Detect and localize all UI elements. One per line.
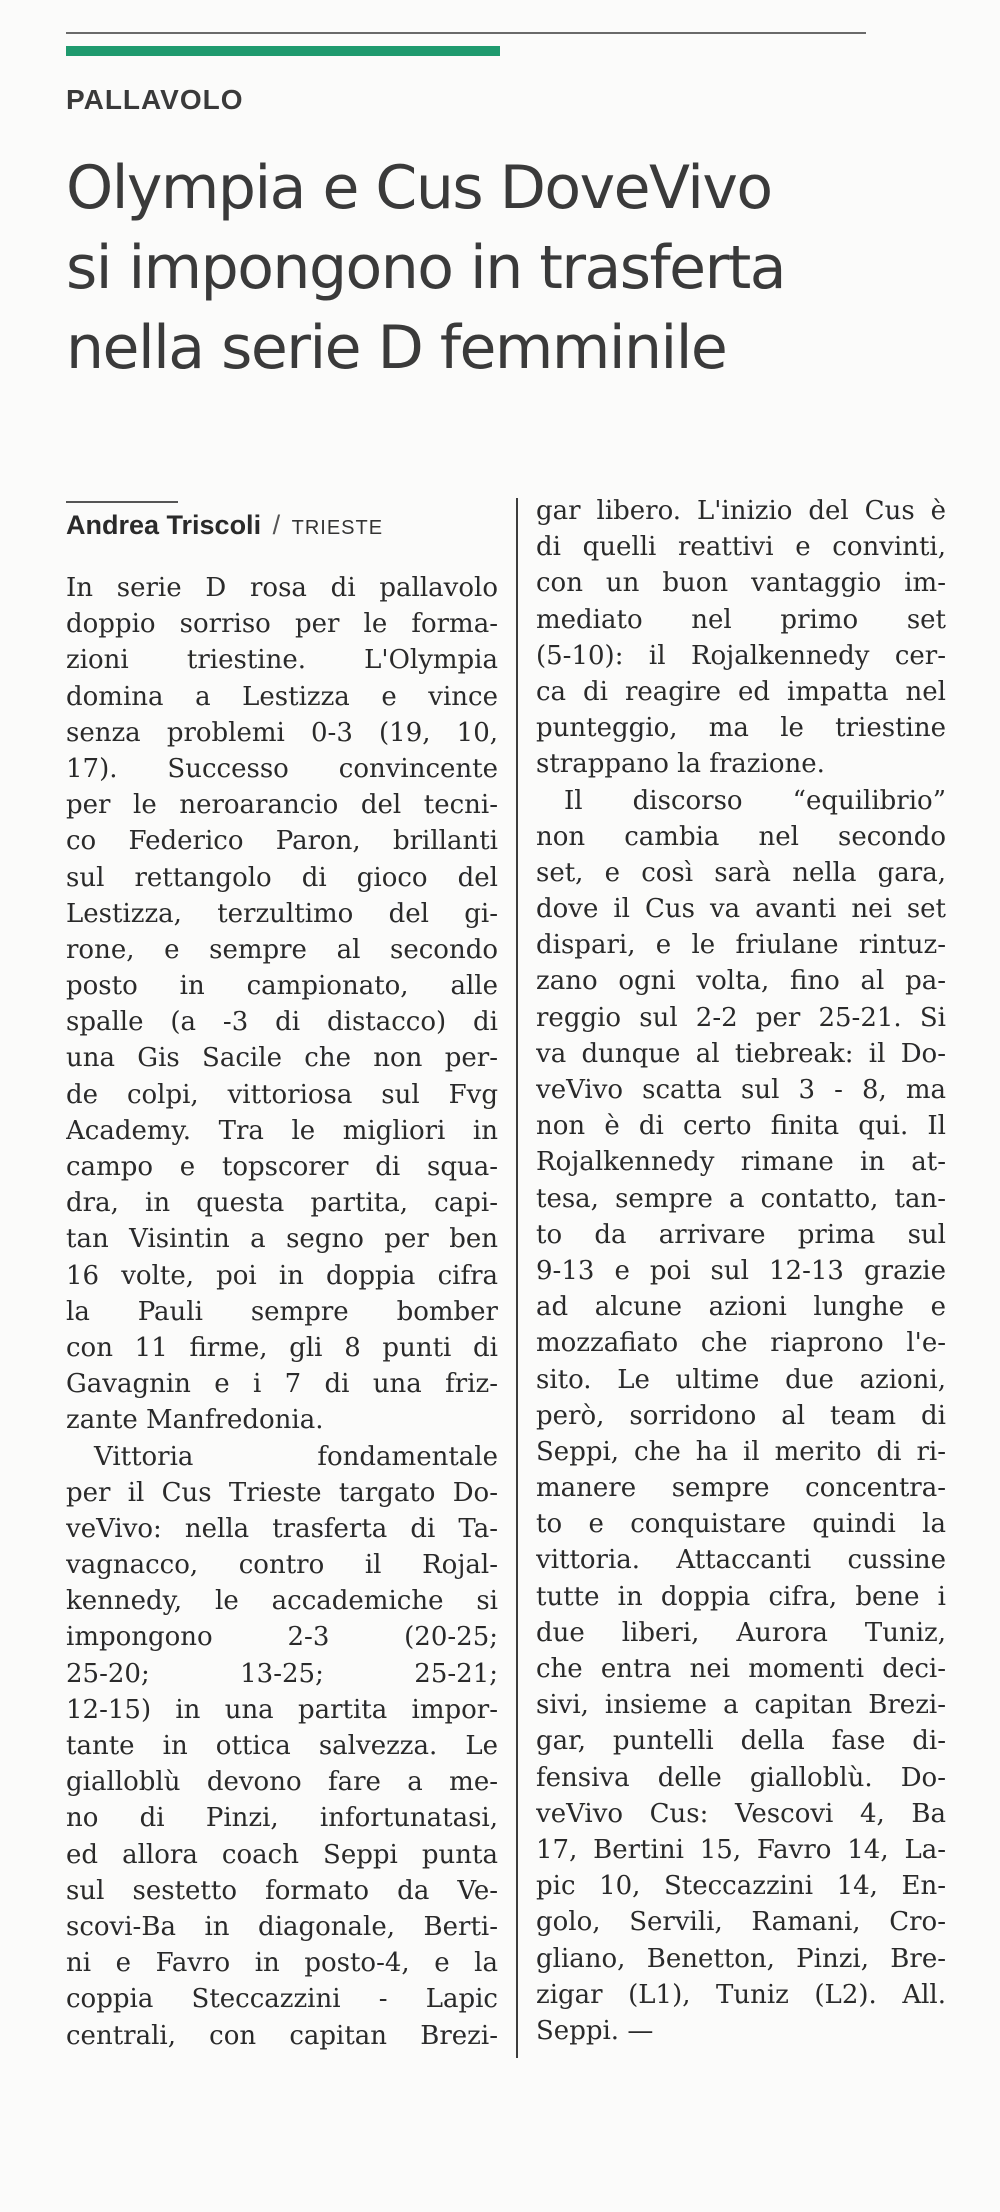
text-line: tesa, sempre a contatto, tan- xyxy=(536,1183,946,1214)
text-line: Lestizza, terzultimo del gi- xyxy=(66,898,498,929)
text-line: con 11 firme, gli 8 punti di xyxy=(66,1332,498,1363)
text-line: 12-15) in una partita impor- xyxy=(66,1694,498,1725)
text-line: domina a Lestizza e vince xyxy=(66,681,498,712)
text-line: scovi-Ba in diagonale, Berti- xyxy=(66,1911,498,1942)
text-line: Rojalkennedy rimane in at- xyxy=(536,1147,946,1178)
text-line: sul sestetto formato da Ve- xyxy=(66,1875,498,1906)
text-line: ni e Favro in posto-4, e la xyxy=(66,1948,498,1979)
text-line: ca di reagire ed impatta nel xyxy=(536,676,946,707)
text-line: gialloblù devono fare a me- xyxy=(66,1767,498,1798)
text-line: gar libero. L'inizio del Cus è xyxy=(536,496,946,526)
headline-line: nella serie D femminile xyxy=(66,313,727,383)
text-line: per le neroarancio del tecni- xyxy=(66,790,498,821)
byline-location: TRIESTE xyxy=(291,517,384,539)
top-rule xyxy=(66,32,866,34)
text-line: tan Visintin a segno per ben xyxy=(66,1224,498,1255)
text-line: centrali, con capitan Brezi- xyxy=(66,2020,498,2051)
text-line: mediato nel primo set xyxy=(536,604,946,635)
text-line: Seppi. — xyxy=(536,2015,654,2046)
text-line: 16 volte, poi in doppia cifra xyxy=(66,1260,498,1291)
headline xyxy=(66,148,946,388)
text-line: la Pauli sempre bomber xyxy=(66,1296,498,1327)
text-line: 17, Bertini 15, Favro 14, La- xyxy=(536,1834,946,1865)
text-line: strappano la frazione. xyxy=(536,749,825,780)
text-line: due liberi, Aurora Tuniz, xyxy=(536,1617,946,1648)
text-line: Vittoria fondamentale xyxy=(94,1441,498,1472)
text-line: fensiva delle gialloblù. Do- xyxy=(536,1762,946,1793)
text-line: veVivo Cus: Vescovi 4, Ba xyxy=(536,1798,946,1829)
section-label: PALLAVOLO xyxy=(66,84,244,115)
text-line: ed allora coach Seppi punta xyxy=(66,1839,498,1870)
text-line: non cambia nel secondo xyxy=(536,821,946,852)
text-line: mozzafiato che riaprono l'e- xyxy=(536,1328,946,1359)
headline-line: si impongono in trasferta xyxy=(66,233,786,303)
text-line: Il discorso “equilibrio” xyxy=(564,785,946,816)
text-line: impongono 2-3 (20-25; xyxy=(66,1622,498,1653)
text-line: per il Cus Trieste targato Do- xyxy=(66,1477,498,1508)
text-line: manere sempre concentra- xyxy=(536,1473,946,1504)
text-line: 9-13 e poi sul 12-13 grazie xyxy=(536,1255,946,1286)
text-line: va dunque al tiebreak: il Do- xyxy=(536,1038,946,1069)
section-accent-bar xyxy=(66,46,500,56)
text-line: set, e così sarà nella gara, xyxy=(536,857,946,888)
text-line: posto in campionato, alle xyxy=(66,971,498,1002)
text-line: dove il Cus va avanti nei set xyxy=(536,894,946,925)
text-line: senza problemi 0-3 (19, 10, xyxy=(66,717,498,748)
text-line: tante in ottica salvezza. Le xyxy=(66,1731,498,1761)
text-line: sul rettangolo di gioco del xyxy=(66,862,498,893)
text-line: sito. Le ultime due azioni, xyxy=(536,1364,946,1395)
text-line: golo, Servili, Ramani, Cro- xyxy=(536,1907,946,1938)
text-line: doppio sorriso per le forma- xyxy=(66,609,498,640)
article-column-right xyxy=(536,493,946,2049)
text-line: con un buon vantaggio im- xyxy=(536,568,946,599)
text-line: veVivo: nella trasferta di Ta- xyxy=(66,1513,498,1544)
text-line: dra, in questa partita, capi- xyxy=(66,1188,498,1219)
text-line: campo e topscorer di squa- xyxy=(66,1152,498,1182)
text-line: kennedy, le accademiche si xyxy=(66,1586,498,1617)
article-column-left xyxy=(66,570,498,2054)
text-line: Academy. Tra le migliori in xyxy=(66,1115,498,1146)
text-line: veVivo scatta sul 3 - 8, ma xyxy=(536,1075,946,1105)
text-line: zano ogni volta, fino al pa- xyxy=(536,966,946,997)
text-line: coppia Steccazzini - Lapic xyxy=(66,1984,498,2015)
text-line: to e conquistare quindi la xyxy=(536,1509,946,1540)
text-line: 17). Successo convincente xyxy=(66,753,498,784)
text-line: Gavagnin e i 7 di una friz- xyxy=(66,1369,498,1400)
text-line: In serie D rosa di pallavolo xyxy=(66,573,498,603)
text-line: che entra nei momenti deci- xyxy=(536,1654,946,1684)
text-line: gliano, Benetton, Pinzi, Bre- xyxy=(536,1943,946,1974)
text-line: spalle (a -3 di distacco) di xyxy=(66,1007,498,1038)
text-line: 25-20; 13-25; 25-21; xyxy=(66,1658,498,1689)
text-line: sivi, insieme a capitan Brezi- xyxy=(536,1690,946,1721)
text-line: non è di certo finita qui. Il xyxy=(536,1111,946,1142)
byline-rule xyxy=(66,501,178,503)
author-name: Andrea Triscoli xyxy=(66,510,262,540)
text-line: pic 10, Steccazzini 14, En- xyxy=(536,1871,946,1902)
column-divider xyxy=(516,498,518,2058)
text-line: tutte in doppia cifra, bene i xyxy=(536,1581,946,1612)
text-line: de colpi, vittoriosa sul Fvg xyxy=(66,1079,498,1110)
text-line: co Federico Paron, brillanti xyxy=(66,826,498,857)
byline xyxy=(66,510,383,541)
text-line: una Gis Sacile che non per- xyxy=(66,1043,498,1074)
text-line: Seppi, che ha il merito di ri- xyxy=(536,1436,946,1467)
text-line: rone, e sempre al secondo xyxy=(66,934,498,965)
text-line: (5-10): il Rojalkennedy cer- xyxy=(536,640,946,671)
text-line: vittoria. Attaccanti cussine xyxy=(536,1545,946,1576)
text-line: di quelli reattivi e convinti, xyxy=(536,532,946,563)
byline-separator: / xyxy=(272,510,281,540)
text-line: dispari, e le friulane rintuz- xyxy=(536,930,946,961)
text-line: gar, puntelli della fase di- xyxy=(536,1726,946,1757)
text-line: punteggio, ma le triestine xyxy=(536,713,946,744)
text-line: però, sorridono al team di xyxy=(536,1400,946,1431)
text-line: to da arrivare prima sul xyxy=(536,1219,946,1250)
text-line: vagnacco, contro il Rojal- xyxy=(66,1550,498,1581)
headline-line: Olympia e Cus DoveVivo xyxy=(66,153,772,223)
text-line: reggio sul 2-2 per 25-21. Si xyxy=(536,1002,946,1033)
text-line: zigar (L1), Tuniz (L2). All. xyxy=(536,1979,946,2010)
text-line: zante Manfredonia. xyxy=(66,1405,324,1436)
text-line: zioni triestine. L'Olympia xyxy=(66,645,498,676)
text-line: no di Pinzi, infortunatasi, xyxy=(66,1803,498,1834)
text-line: ad alcune azioni lunghe e xyxy=(536,1292,946,1323)
